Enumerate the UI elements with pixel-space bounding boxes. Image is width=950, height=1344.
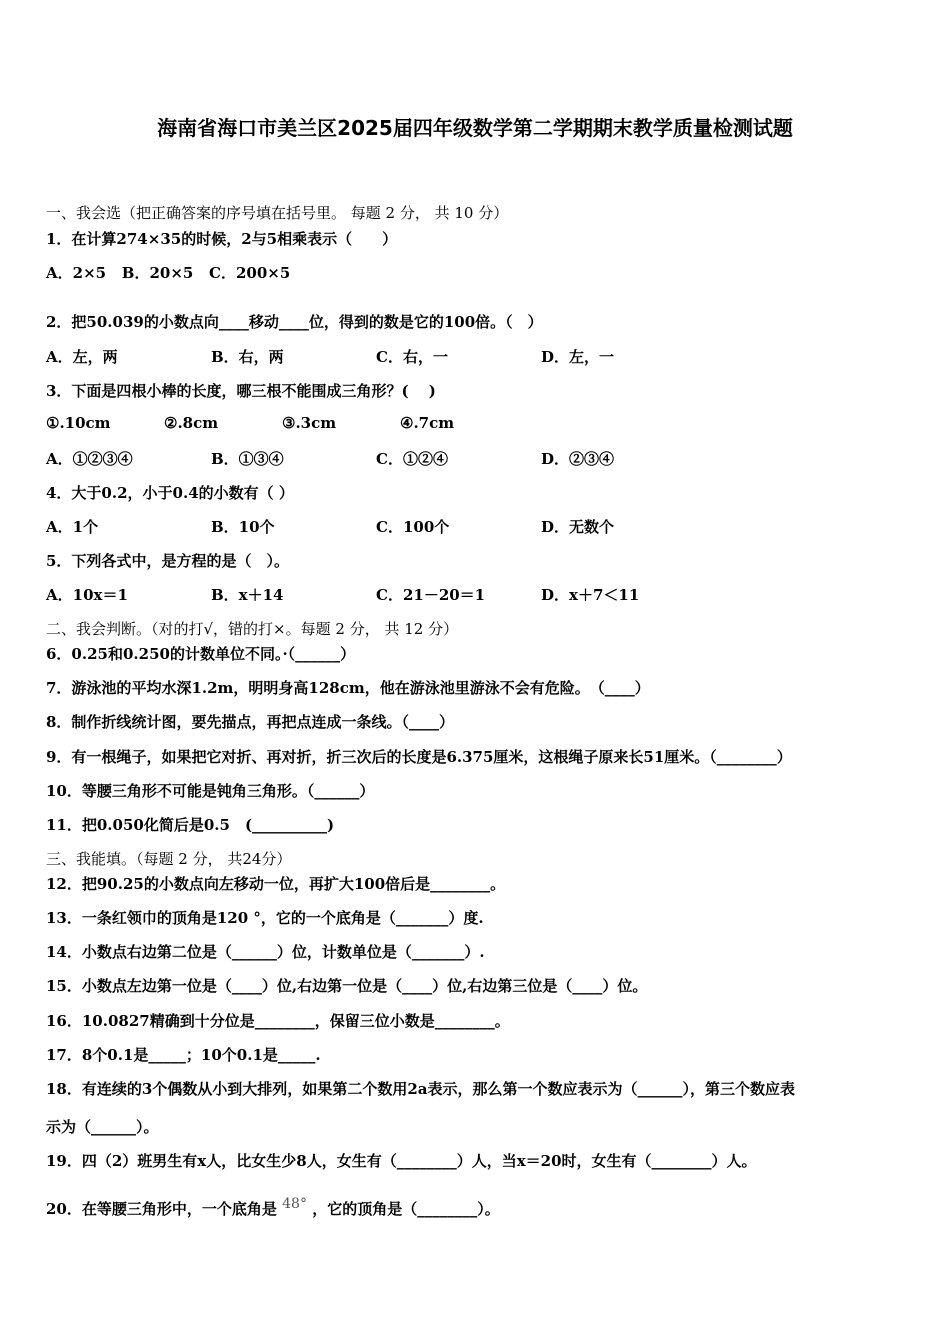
question-20-after: ，它的顶角是（________）。 [312,1200,500,1218]
angle-value: 48° [282,1196,307,1212]
question-18-continued: 示为（______）。 [46,1118,159,1136]
stick-length-3: ③.3cm [282,414,337,432]
question-7: 7．游泳池的平均水深1.2m，明明身高128cm，他在游泳池里游泳不会有危险。 （____） [46,679,650,697]
question-3-options [46,448,614,469]
stick-length-1: ①.10cm [46,414,111,432]
question-15: 15．小数点左边第一位是（____）位,右边第一位是（____）位,右边第三位是（____）位。 [46,977,648,995]
question-4: 4．大于0.2，小于0.4的小数有（ ） [46,484,294,502]
question-1: 1．在计算274×35的时候，2与5相乘表示（ ） [46,230,398,248]
option-a: A．1个 [46,518,99,536]
question-2-options [46,346,614,367]
question-5: 5．下列各式中，是方程的是（ ）。 [46,552,289,570]
question-14: 14．小数点右边第二位是（______）位，计数单位是（_______）. [46,943,485,961]
option-c: C．①②④ [376,450,448,468]
question-13: 13．一条红领巾的顶角是120 °，它的一个底角是（_______）度. [46,909,484,927]
option-a: A．①②③④ [46,450,133,468]
section-heading-choice: 一、我会选（把正确答案的序号填在括号里。 每题 2 分， 共 10 分） [46,204,509,222]
question-4-options [46,516,614,537]
question-2: 2．把50.039的小数点向____移动____位，得到的数是它的100倍。（ ） [46,313,543,331]
question-18: 18．有连续的3个偶数从小到大排列，如果第二个数用2a表示，那么第一个数应表示为（______），第三个数应表 [46,1080,795,1098]
stick-length-4: ④.7cm [400,414,455,432]
question-16: 16．10.0827精确到十分位是________，保留三位小数是________。 [46,1012,510,1030]
question-10: 10．等腰三角形不可能是钝角三角形。（______） [46,782,375,800]
question-20 [46,1196,500,1219]
question-3: 3．下面是四根小棒的长度，哪三根不能围成三角形？( ) [46,382,436,400]
question-8: 8．制作折线统计图，要先描点，再把点连成一条线。（____） [46,713,454,731]
option-c: C．右，一 [376,348,448,366]
question-12: 12．把90.25的小数点向左移动一位，再扩大100倍后是________。 [46,875,506,893]
option-b: B．10个 [211,518,275,536]
option-c: C．200×5 [209,264,291,282]
exam-title: 海南省海口市美兰区2025届四年级数学第二学期期末教学质量检测试题 [157,116,793,140]
stick-length-2: ②.8cm [164,414,219,432]
question-17: 17．8个0.1是_____；10个0.1是_____. [46,1046,321,1064]
option-a: A．10x＝1 [46,586,128,604]
option-c: C．21－20＝1 [376,586,486,604]
option-b: B．20×5 [121,264,194,282]
option-b: B．①③④ [211,450,284,468]
option-d: D．左，一 [541,348,615,366]
question-9: 9．有一根绳子，如果把它对折、再对折，折三次后的长度是6.375厘米，这根绳子原来长51厘米。（________） [46,748,792,766]
option-b: B．右，两 [211,348,284,366]
option-d: D．无数个 [541,518,615,536]
option-d: D．x＋7＜11 [541,586,640,604]
option-b: B．x＋14 [211,586,284,604]
option-c: C．100个 [376,518,450,536]
section-heading-judge: 二、我会判断。（对的打√，错的打×。每题 2 分， 共 12 分） [46,620,459,638]
question-1-options [46,262,290,283]
question-20-before: 20．在等腰三角形中，一个底角是 [46,1200,277,1218]
question-11: 11．把0.050化简后是0.5 (__________) [46,816,335,834]
section-heading-fill: 三、我能填。（每题 2 分， 共24分） [46,850,292,868]
question-19: 19．四（2）班男生有x人，比女生少8人，女生有（________）人，当x＝20时，女生有（________）人。 [46,1152,757,1170]
option-a: A．2×5 [46,264,107,282]
question-6: 6．0.25和0.250的计数单位不同。·（______） [46,645,356,663]
question-3-lengths [46,414,454,432]
option-d: D．②③④ [541,450,615,468]
option-a: A．左，两 [46,348,118,366]
question-5-options [46,584,639,605]
